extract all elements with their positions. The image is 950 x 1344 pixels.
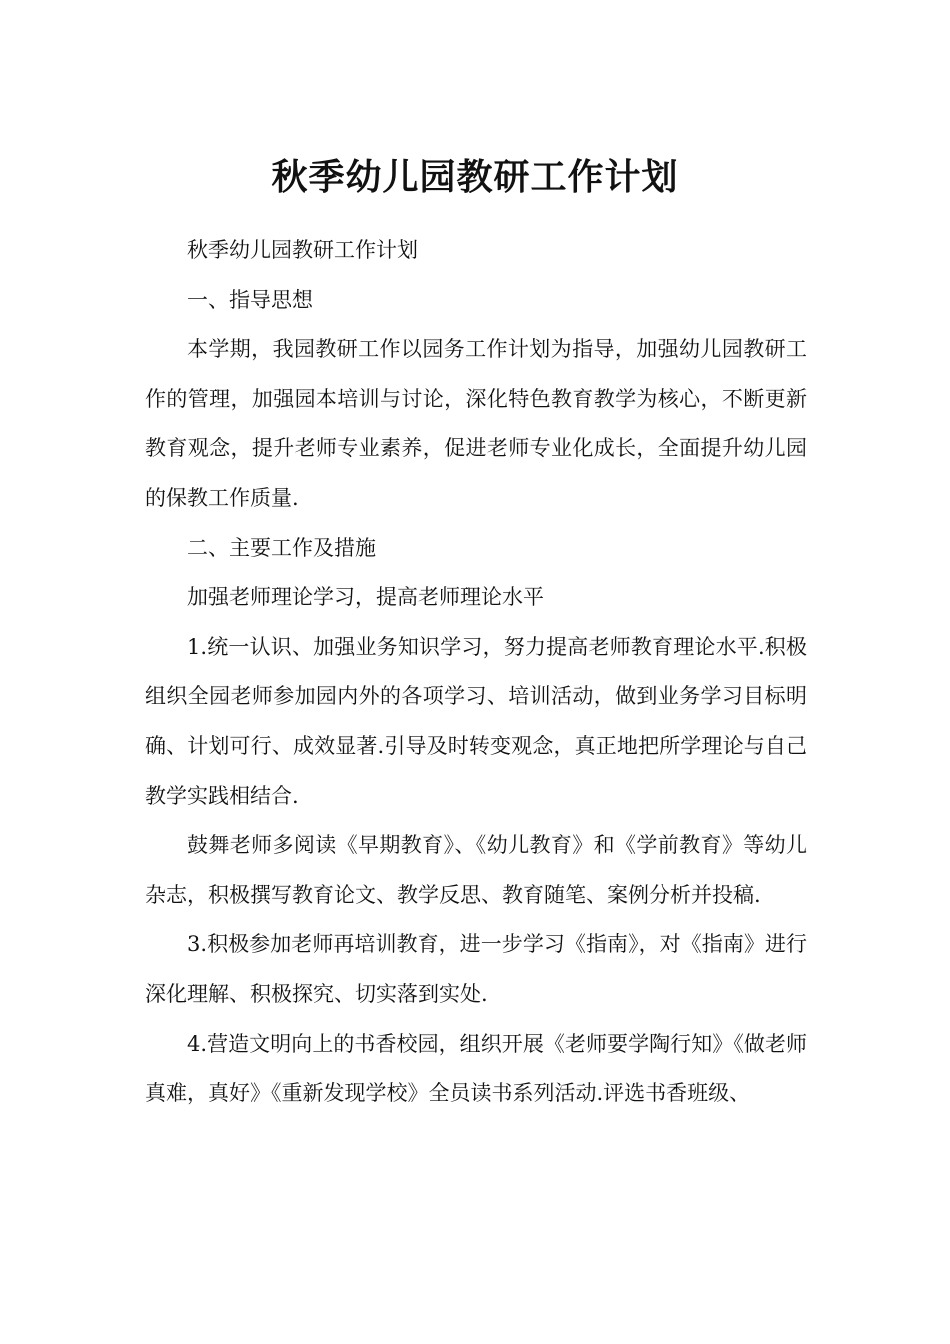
section-heading-guiding-idea: 一、指导思想 [187, 287, 313, 312]
paragraph-theory-study: 加强老师理论学习，提高老师理论水平 [187, 585, 544, 610]
section-heading-main-work: 二、主要工作及措施 [187, 535, 376, 560]
paragraph-item-4: 4.营造文明向上的书香校园，组织开展《老师要学陶行知》《做老师真难，真好》《重新发现学校》全员读书系列活动.评选书香班级、 [145, 1031, 807, 1106]
paragraph-reading-encouragement: 鼓舞老师多阅读《早期教育》、《幼儿教育》和《学前教育》等幼儿杂志，积极撰写教育论文、教学反思、教育随笔、案例分析并投稿. [145, 833, 807, 907]
paragraph-item-1: 1.统一认识、加强业务知识学习，努力提高老师教育理论水平.积极组织全园老师参加园内外的各项学习、培训活动，做到业务学习目标明确、计划可行、成效显著.引导及时转变观念，真正地把所学理论与自己教学实践相结合. [145, 634, 807, 808]
document-body [145, 226, 807, 1119]
document-title: 秋季幼儿园教研工作计划 [271, 156, 679, 199]
paragraph-subtitle: 秋季幼儿园教研工作计划 [187, 238, 418, 262]
paragraph-item-3: 3.积极参加老师再培训教育，进一步学习《指南》，对《指南》进行深化理解、积极探究、切实落到实处. [145, 932, 807, 1006]
paragraph-guiding-idea: 本学期，我园教研工作以园务工作计划为指导，加强幼儿园教研工作的管理，加强园本培训与讨论，深化特色教育教学为核心，不断更新教育观念，提升老师专业素养，促进老师专业化成长，全面提升幼儿园的保教工作质量. [145, 337, 807, 510]
